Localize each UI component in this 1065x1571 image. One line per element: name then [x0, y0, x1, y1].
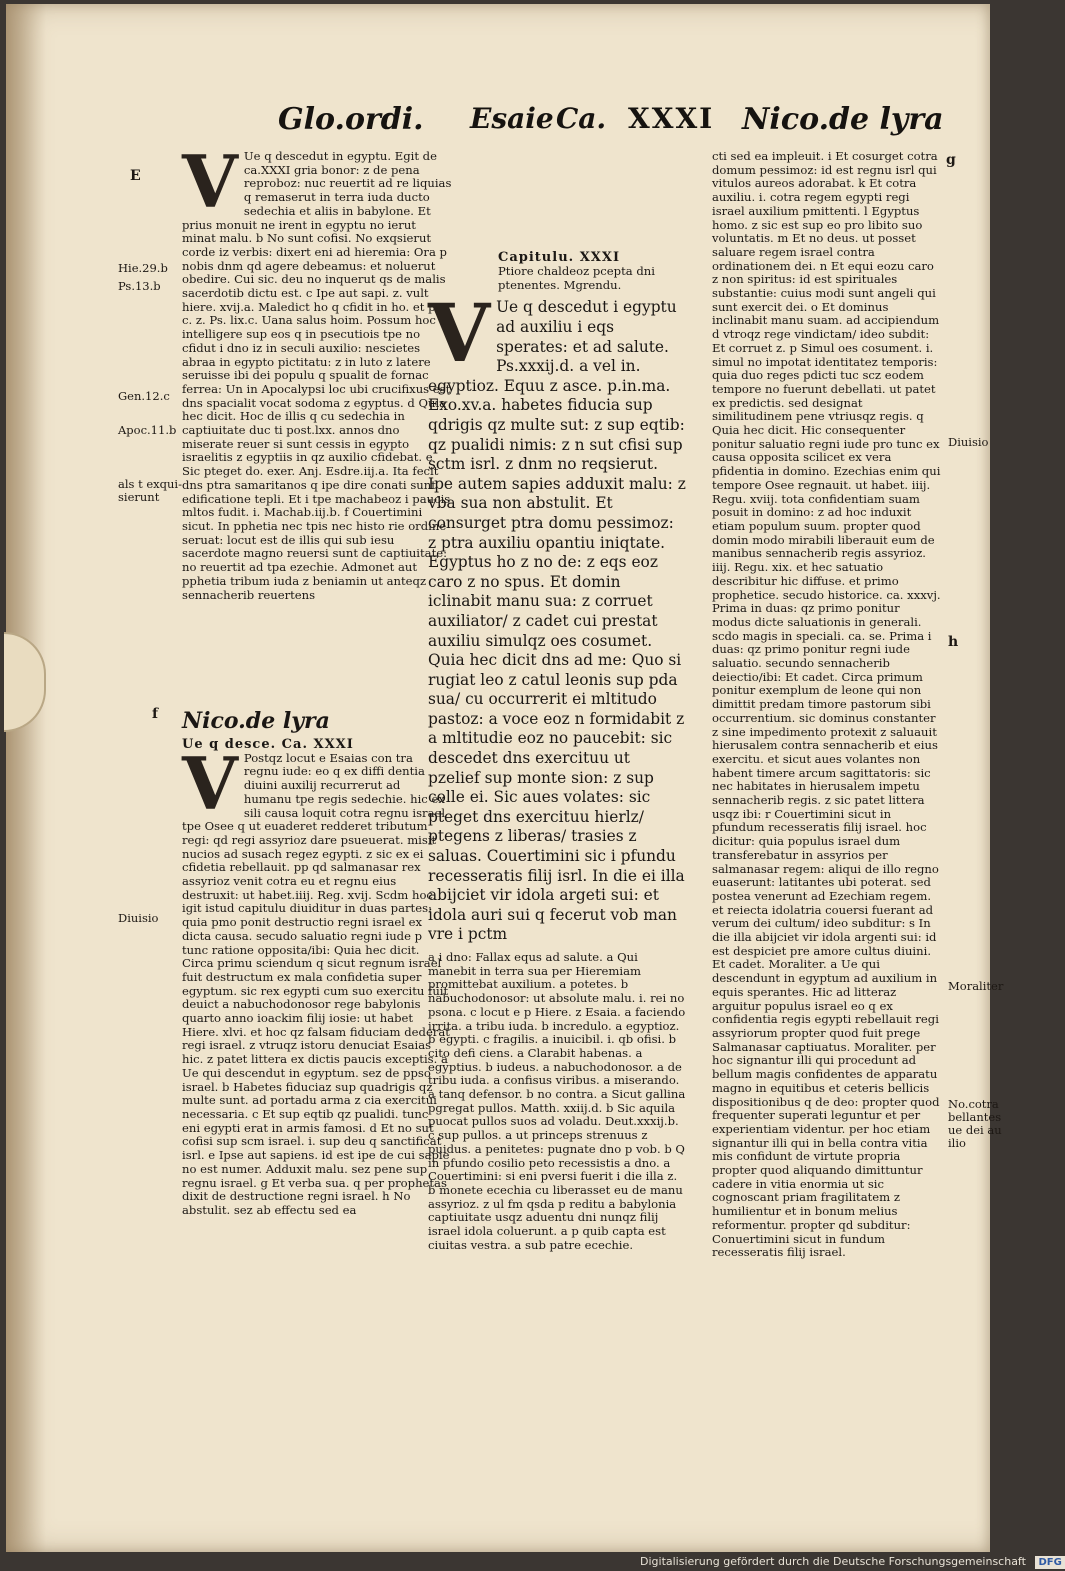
- book-page: [6, 4, 1004, 1552]
- lyra-text: Postqz locut e Esaias con tra regnu iude: eo q ex diffi dentia diuini auxilij recurrerut ad humanu tpe regis sedechie. hic ex sili causa loquit cotra regnu israel tpe Osee q ut euaderet redderet tributum regi: qd regi assyrioz dare psueuerat. misit nucios ad susach regez egypti. z sic ex ei cfidetia rebellauit. pp qd salmanasar rex assyrioz venit cotra eu et regnu eius destruxit: ut habet.iiij. Reg. xvij. Scdm hoc igit istud capitulu diuiditur in duas partes: quia pmo ponit destructio regni israel ex dicta causa. secudo saluatio regni iude p tunc ratione opposita/ibi: Quia hec dicit. Circa primu sciendum q sicut regnum israel fuit destructum ex mala confidetia super egyptum. sic rex egypti cum suo exercitu fuit deuict a nabuchodonosor rege babylonis quarto anno ioackim filij iosie: ut habet Hiere. xlvi. et hoc qz falsam fiduciam dederat regi israel. z vtruqz istoru denuciat Esaias hic. z patet littera ex dictis paucis exceptis. a Ue qui descendut in egyptum. sez de ppso israel. b Habetes fiduciaz sup quadrigis qz multe sunt. ad portadu arma z cia exercitui necessaria. c Et sup eqtib qz pualidi. tunc eni egypti erat in armis famosi. d Et no sut cofisi sup scm israel. i. sup deu q sanctificat isrl. e Ipse aut sapiens. id est ipe de cui sapie no est numer. Adduxit malu. sez pene sup regnu israel. g Et verba sua. q per prophetas dixit de destructione regni israel. h No abstulit. sez ab effectu sed ea: [182, 750, 450, 1217]
- decorated-initial: V: [428, 286, 491, 381]
- margin-ref: Apoc.11.b: [118, 423, 177, 437]
- decorated-initial: V: [182, 139, 238, 224]
- margin-ref: Hie.29.b: [118, 261, 168, 275]
- margin-ref: Ps.13.b: [118, 279, 161, 293]
- chapter-summary: Ptiore chaldeoz pcepta dni ptenentes. Mgrendu.: [498, 264, 655, 292]
- chapter-title: Capitulu. XXXI: [498, 250, 621, 265]
- commentary-right-text: cti sed ea impleuit. i Et cosurget cotra domum pessimoz: id est regnu isrl qui vitulos aureos adorabat. k Et cotra auxiliu. i. cotra regem egypti regi israel auxilium pmittenti. l Egyptus homo. z sic est sup eo pro libito suo voluntatis. m Et no deus. ut posset saluare regem israel contra ordinationem dei. n Et equi eozu caro z non spiritus: id est spirituales substantie: cuius modi sunt angeli qui sunt exercit dei. o Et dominus inclinabit manu suam. ad accipiendum d vtroqz rege vindictam/ ideo subdit: Et corruet z. p Simul oes cosument. i. simul no impotat identitatez temporis: quia duo reges pdicti tuc scz eodem tempore no fuerunt debellati. ut patet ex predictis. sed designat similitudinem pene vtriusqz regis. q Quia hec dicit. Hic consequenter ponitur saluatio regni iude pro tunc ex causa opposita scilicet ex vera pfidentia in domino. Ezechias enim qui tempore Osee regnauit. ut habet. iiij. Regu. xviij. tota confidentiam suam posuit in domino: z ad hoc induxit etiam populum suum. propter quod domin modo mirabili liberauit eum de manibus sennacherib regis assyrioz. iiij. Regu. xix. et hec satuatio describitur hic diffuse. et primo prophetice. secudo historice. ca. xxxvj. Prima in duas: qz primo ponitur modus dicte saluationis in generali. scdo magis in speciali. ca. se. Prima i duas: qz primo ponitur regni iude saluatio. secundo sennacherib deiectio/ibi: Et cadet. Circa primum ponitur exemplum de leone qui non dimittit predam timore pastorum sibi occurrentium. sic dominus constanter z sine impedimento protexit z saluauit hierusalem contra sennacherib et eius exercitu. et sicut aues volantes non habent timere arcum sagittatoris: sic nec habitates in hierusalem impetu sennacherib regis. z sic patet littera usqz ibi: r Couertimini sicut in pfundum recesseratis filij israel. hoc dicitur: quia populus israel dum transferebatur in assyrios per salmanasar regem: aliqui de illo regno euaserunt: latitantes ubi poterat. sed postea venerunt ad Ezechiam regem. et reiecta idolatria couersi fuerant ad verum dei cultum/ ideo subditur: s In die illa abijciet vir idola argenti sui: id est despiciet pre amore cultus diuini. Et cadet. Moraliter. a Ue qui descendunt in egyptum ad auxilium in equis sperantes. Hic ad litteraz arguitur populus israel eo q ex confidentia regis egypti rebellauit regi assyriorum propter quod fuit prege Salmanasar captiuatus. Moraliter. per hoc signantur illi qui procedunt ad bellum magis confidentes de apparatu magno in equitibus et ceteris bellicis dispositionibus q de deo: propter quod frequenter superati leguntur et per experientiam videntur. per hoc etiam signantur illi qui in bella contra vitia mis confidunt de virtute propria propter quod aliquando dimittuntur cadere in vitia enormia ut sic cognoscant priam fragilitatem z humilientur et in bonum melius reformentur. propter qd subditur: Conuertimini sicut in fundum recesseratis filij israel.: [712, 149, 941, 1260]
- margin-mark-top: E: [130, 168, 141, 184]
- decorated-initial: V: [182, 740, 238, 826]
- running-head-right: Nico.de lyra: [742, 102, 944, 137]
- digitization-credit: [640, 1552, 1062, 1571]
- margin-letter: f: [152, 706, 159, 722]
- biblical-text: Ue q descedut i egyptu ad auxiliu i eqs sperates: et ad salute. Ps.xxxij.d. a vel in. egyptioz. Equu z asce. p.in.ma. Exo.xv.a. habetes fiducia sup qdrigis qz multe sut: z sup eqtib: qz pualidi nimis: z n sut cfisi sup sctm isrl. z dnm no reqsierut. Ipe autem sapies adduxit malu: z vba sua non abstulit. Et consurget ptra domu pessimoz: z ptra auxiliu opantiu iniqtate. Egyptus ho z no de: z eqs eoz caro z no spus. Et domin iclinabit manu sua: z corruet auxiliator/ z cadet cui prestat auxiliu simulqz oes cosumet. Quia hec dicit dns ad me: Quo si rugiat leo z catul leonis sup pda sua/ cu occurrerit ei mltitudo pastoz: a voce eoz n formidabit z a mltitudie eoz no paucebit: sic descedet dns exercituu ut pzelief sup monte sion: z sup colle ei. Sic aues volates: sic pteget dns exercituu hierlz/ ptegens z liberas/ trasies z saluas. Couertimini sic i pfundu recesseratis filij isrl. In die ei illa abijciet vir idola argeti sui: et idola auri sui q fecerut vob man vre i pctm: [428, 298, 686, 944]
- lyra-chapter-label: Ue q desce. Ca. XXXI: [182, 737, 354, 752]
- running-head-left: Glo.ordi.: [278, 102, 424, 137]
- interlinear-gloss: a i dno: Fallax equs ad salute. a Qui manebit in terra sua per Hieremiam promittebat auxilium. a potetes. b nabuchodonosor: ut absolute malu. i. rei no psona. c locut e p Hiere. z Esaia. a faciendo irrita. a tribu iuda. b incredulo. a egyptioz. b egypti. c fragilis. a inuicibil. i. qb ofisi. b cito defi ciens. a Clarabit habenas. a egyptius. b iudeus. a nabuchodonosor. a de tribu iuda. a confisus viribus. a miserando. a tanq defensor. b no contra. a Sicut gallina pgregat pullos. Matth. xxiij.d. b Sic aquila puocat pullos suos ad voladu. Deut.xxxij.b. c sup pullos. a ut princeps strenuus z puidus. a penitetes: pugnate dno p vob. b Q in pfundo cosilio peto recessistis a dno. a Couertimini: si eni pversi fuerit i die illa z. b monete ecechia cu liberasset eu de manu assyrioz. z ul fm qsda p reditu a babylonia captiuitate usqz aduentu dni nunqz filij israel idola coluerunt. a p quib capta est ciuitas vestra. a sub patre ecechie.: [428, 950, 686, 1252]
- margin-letter-right: g: [946, 152, 956, 168]
- margin-ref: Gen.12.c: [118, 389, 170, 403]
- margin-letter-right: h: [948, 634, 959, 650]
- gloss-text: Ue q descedut in egyptu. Egit de ca.XXXI gria bonor: z de pena reproboz: nuc reuertit ad re liquias q remaserut in terra iuda ducto sedechia et aliis in babylone. Et prius monuit ne irent in egyptu no ierut minat malu. b No sunt cofisi. No exqsierut corde iz verbis: dixert eni ad hieremia: Ora p nobis dnm qd agere debeamus: et noluerut obedire. Cui sic. deu no inquerut qs de malis sacerdotib dictu est. c Ipe aut sapi. z. vult hiere. xvij.a. Maledict ho q cfidit in ho. et po. c. z. Ps. lix.c. Uana salus hoim. Possum hoc intelligere sup eos q in psecutiois tpe no cfidut i dno iz in seculi auxilio: nescietes abraa in egypto pictitatu: z in luto z latere seruisse ibi dei populu q spualit de fornac ferrea: Un in Apocalypsi loc ubi crucifixus est dns spacialit vocat sodoma z egyptus. d Quia hec dicit. Hoc de illis q cu sedechia in captiuitate duc ti post.lxx. annos dno miserate reuer si sunt cessis in egypto israelitis z egyptiis in qz auxilio cfidebat. e Sic pteget do. exer. Anj. Esdre.iij.a. Ita fecit dns ptra samaritanos q ipe dire conati sunt edificatione tepli. Et i tpe machabeoz i paucis mltos fudit. i. Machab.iij.b. f Couertimini sicut. In pphetia nec tpis nec histo rie ordine seruat: locut est de illis qui sub iesu sacerdote magno reuersi sunt de captiuitate: no reuertit ad tpa ezechie. Admonet aut pphetia tribum iuda z beniamin ut anteqz sennacherib reuertens: [182, 149, 452, 602]
- lyra-commentary-block: [182, 708, 450, 1328]
- dfg-logo: DFG: [1035, 1556, 1064, 1569]
- credit-text: Digitalisierung gefördert durch die Deutsche Forschungsgemeinschaft: [640, 1555, 1026, 1568]
- margin-division-right: Diuisio: [948, 435, 989, 449]
- commentary-right-block: [712, 149, 942, 1260]
- biblical-text-block: [428, 250, 686, 1252]
- margin-division: Diuisio: [118, 911, 159, 925]
- running-head-book: Esaie: [470, 102, 554, 135]
- margin-nota: No.cotra bellantes ue dei au ilio: [948, 1097, 1002, 1150]
- margin-note: als t exqui- sierunt: [118, 477, 182, 504]
- gloss-ordinaria-block: [182, 139, 452, 680]
- running-head-cap: Ca.: [556, 102, 607, 135]
- margin-moraliter: Moraliter: [948, 979, 1004, 993]
- lyra-heading: Nico.de lyra: [182, 708, 330, 734]
- gutter-shadow: [6, 4, 46, 1552]
- running-head-chapter: XXXI: [628, 102, 715, 135]
